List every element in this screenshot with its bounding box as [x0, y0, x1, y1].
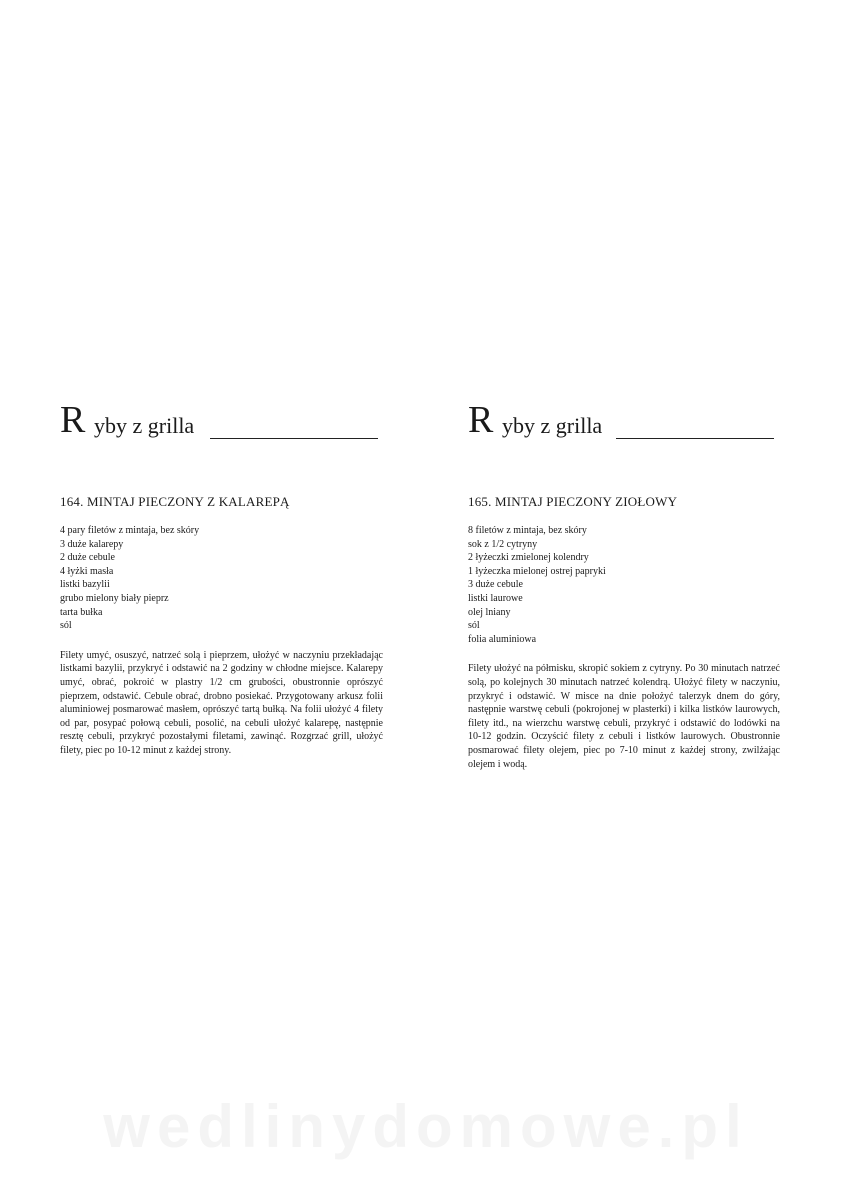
ingredient-item: sól [60, 620, 72, 632]
watermark: wedlinydomowe.pl [103, 1093, 749, 1160]
ingredient-item: 4 pary filetów z mintaja, bez skóry [60, 525, 200, 536]
ingredient-item: olej lniany [468, 606, 511, 618]
ingredient-item: listki laurowe [468, 592, 523, 604]
header-rule [210, 438, 378, 439]
section-header [468, 400, 798, 446]
ingredient-list [60, 524, 390, 633]
recipe-method: Filety ułożyć na półmisku, skropić sokiem z cytryny. Po 30 minutach natrzeć solą, po kolejnych 30 minutach natrzeć kolendrą. Ułożyć filety w naczyniu, przykryć i odstawić. W misce na dnie położyć talerzyk dnem do góry, następnie warstwę cebuli (pokrojonej w plasterki) i kilka listków laurowych, filety itd., na wierzchu warstwę cebuli, przykryć i odstawić do lodówki na 10-12 godzin. Oczyścić filety z cebuli i listków laurowych. Obustronnie posmarować filety olejem, piec po 7-10 minut z każdej strony, zwilżając olejem i wodą. [468, 663, 780, 770]
ingredient-item: 2 duże cebule [60, 552, 115, 564]
recipe-title: 165. MINTAJ PIECZONY ZIOŁOWY [468, 494, 678, 509]
ingredient-item: 3 duże kalarepy [60, 538, 124, 550]
left-recipe-page [60, 400, 390, 768]
ingredient-item: 8 filetów z mintaja, bez skóry [468, 525, 587, 536]
ingredient-list [468, 524, 798, 646]
ingredient-item: sok z 1/2 cytryny [468, 538, 538, 550]
ingredient-item: grubo mielony biały pieprz [60, 592, 169, 604]
section-header [60, 400, 390, 446]
header-initial: R [60, 399, 85, 441]
header-initial: R [468, 399, 493, 441]
header-text: yby z grilla [502, 413, 603, 438]
header-rule [616, 438, 774, 439]
right-recipe-page [468, 400, 798, 781]
ingredient-item: 1 łyżeczka mielonej ostrej papryki [468, 565, 606, 577]
ingredient-item: tarta bułka [60, 606, 103, 618]
ingredient-item: 4 łyżki masła [60, 565, 114, 577]
header-text: yby z grilla [94, 413, 195, 438]
recipe-title: 164. MINTAJ PIECZONY Z KALAREPĄ [60, 494, 290, 509]
ingredient-item: folia aluminiowa [468, 633, 537, 645]
recipe-method: Filety umyć, osuszyć, natrzeć solą i pieprzem, ułożyć w naczyniu przekładając listkami bazylii, przykryć i odstawić na 2 godziny w chłodne miejsce. Kalarepy umyć, obrać, pokroić w plastry 1/2 cm grubości, obustronnie oprószyć pieprzem, odstawić. Cebule obrać, drobno posiekać. Przygotowany arkusz folii aluminiowej posmarować masłem, oprószyć tartą bułką. Na folii ułożyć 4 filety od par, posypać połową cebuli, posolić, na cebuli ułożyć kalarepę, następnie resztę cebuli, przykryć pozostałymi filetami, zawinąć. Rozgrzać grill, ułożyć filety, piec po 10-12 minut z każdej strony. [60, 649, 383, 756]
ingredient-item: 3 duże cebule [468, 579, 523, 591]
ingredient-item: sól [468, 620, 480, 632]
ingredient-item: 2 łyżeczki zmielonej kolendry [468, 552, 589, 564]
ingredient-item: listki bazylii [60, 579, 110, 591]
